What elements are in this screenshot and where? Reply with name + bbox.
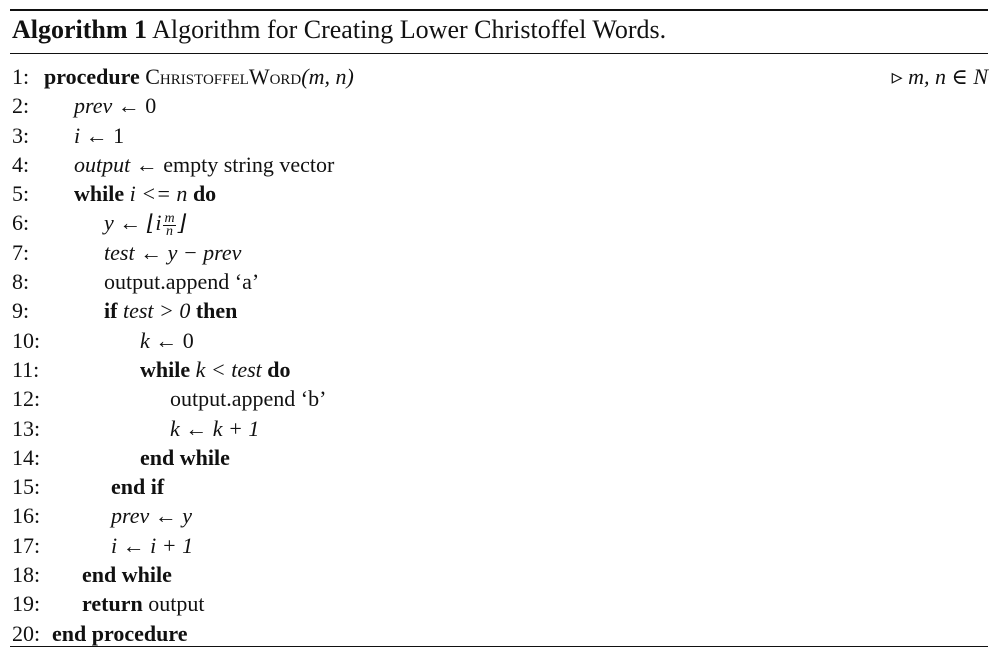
procedure-name: ChristoffelWord (145, 64, 302, 89)
bottom-rule (10, 646, 988, 647)
keyword: end while (82, 562, 172, 588)
line-content (74, 179, 216, 208)
line-number: 15: (12, 474, 41, 500)
statement-text: output.append ‘a’ (104, 269, 260, 295)
algorithm-line (10, 443, 988, 472)
line-number: 4: (12, 151, 30, 177)
line-content (104, 267, 259, 296)
line-content (104, 296, 237, 325)
line-number: 16: (12, 503, 41, 529)
algorithm-lines (10, 62, 988, 648)
algorithm-line (10, 179, 988, 208)
keyword: then (195, 298, 238, 324)
statement-text: output (148, 591, 205, 617)
variable: i (111, 532, 118, 558)
keyword: procedure (44, 64, 140, 89)
variable: prev (111, 503, 150, 529)
line-number: 19: (12, 591, 41, 617)
caption-rule (10, 53, 988, 54)
statement-rest: ← 0 (155, 327, 194, 353)
variable: output (74, 151, 131, 177)
algorithm-line (10, 414, 988, 443)
line-number: 5: (12, 181, 30, 207)
keyword: while (140, 356, 191, 382)
line-number: 9: (12, 298, 30, 324)
line-number: 13: (12, 415, 41, 441)
algorithm-line (10, 91, 988, 120)
caption-label: Algorithm 1 (12, 15, 148, 44)
algorithm-line (10, 267, 988, 296)
line-content (111, 472, 164, 501)
line-content (82, 560, 172, 589)
line-content (44, 62, 354, 91)
statement-rest: ← 0 (117, 93, 157, 119)
line-content (74, 150, 334, 179)
algorithm-line (10, 150, 988, 179)
algorithm-line (10, 62, 988, 91)
algorithm-line (10, 472, 988, 501)
statement-post: ⌋ (177, 210, 187, 236)
variable: k (140, 327, 150, 353)
fraction-denominator: n (166, 223, 174, 239)
line-comment: ▹ m, n ∈ N (891, 64, 988, 89)
caption-text: Algorithm for Creating Lower Christoffel Words. (152, 15, 667, 44)
line-number: 17: (12, 532, 41, 558)
statement-rest: ← 1 (85, 122, 125, 148)
line-number: 11: (12, 356, 40, 382)
line-content (140, 326, 194, 355)
variable: prev (74, 93, 113, 119)
fraction (163, 210, 175, 239)
line-content (104, 238, 241, 267)
line-content (170, 384, 326, 413)
condition: k < test (195, 356, 262, 382)
algorithm-line (10, 560, 988, 589)
variable: k (170, 415, 180, 441)
condition: i <= n (129, 181, 188, 207)
keyword: end procedure (52, 620, 188, 646)
keyword: end if (111, 474, 165, 500)
keyword: end while (140, 444, 230, 470)
algorithm-block (10, 9, 988, 648)
statement-text: output.append ‘b’ (170, 386, 327, 412)
line-number: 10: (12, 327, 41, 353)
line-content (74, 121, 124, 150)
line-content (74, 91, 156, 120)
algorithm-line (10, 589, 988, 618)
procedure-args: (m, n) (301, 64, 354, 89)
algorithm-line (10, 238, 988, 267)
line-content (140, 355, 291, 384)
algorithm-line (10, 619, 988, 648)
line-number: 12: (12, 386, 41, 412)
line-number: 3: (12, 122, 30, 148)
condition: test > 0 (122, 298, 191, 324)
line-number: 6: (12, 210, 30, 236)
line-number: 20: (12, 620, 41, 646)
line-number: 8: (12, 269, 30, 295)
statement-rest: ← y (154, 503, 193, 529)
algorithm-line (10, 296, 988, 325)
keyword: if (104, 298, 118, 324)
line-content (111, 501, 192, 530)
keyword: do (192, 181, 217, 207)
algorithm-caption (10, 11, 988, 49)
statement-rest: ← i + 1 (122, 532, 194, 558)
statement-rest: ← y − prev (140, 239, 242, 265)
keyword: do (267, 356, 291, 382)
line-content (52, 619, 187, 648)
algorithm-line (10, 501, 988, 530)
line-number: 2: (12, 93, 30, 119)
keyword: while (74, 181, 125, 207)
algorithm-line (10, 355, 988, 384)
line-number: 18: (12, 562, 41, 588)
line-content (140, 443, 230, 472)
variable: test (104, 239, 135, 265)
algorithm-line (10, 326, 988, 355)
line-content (82, 589, 204, 618)
line-content (170, 414, 259, 443)
variable: i (74, 122, 81, 148)
statement-rest: ← empty string vector (135, 151, 335, 177)
line-content (104, 208, 186, 237)
algorithm-line (10, 121, 988, 150)
algorithm-line (10, 384, 988, 413)
fraction-numerator: m (164, 210, 175, 226)
keyword: return (82, 591, 143, 617)
algorithm-line (10, 531, 988, 560)
statement-pre: y ← ⌊i (104, 210, 162, 236)
line-number: 1: (12, 64, 30, 89)
line-content (111, 531, 193, 560)
algorithm-line (10, 208, 988, 237)
line-number: 14: (12, 444, 41, 470)
line-number: 7: (12, 239, 30, 265)
statement-rest: ← k + 1 (185, 415, 260, 441)
